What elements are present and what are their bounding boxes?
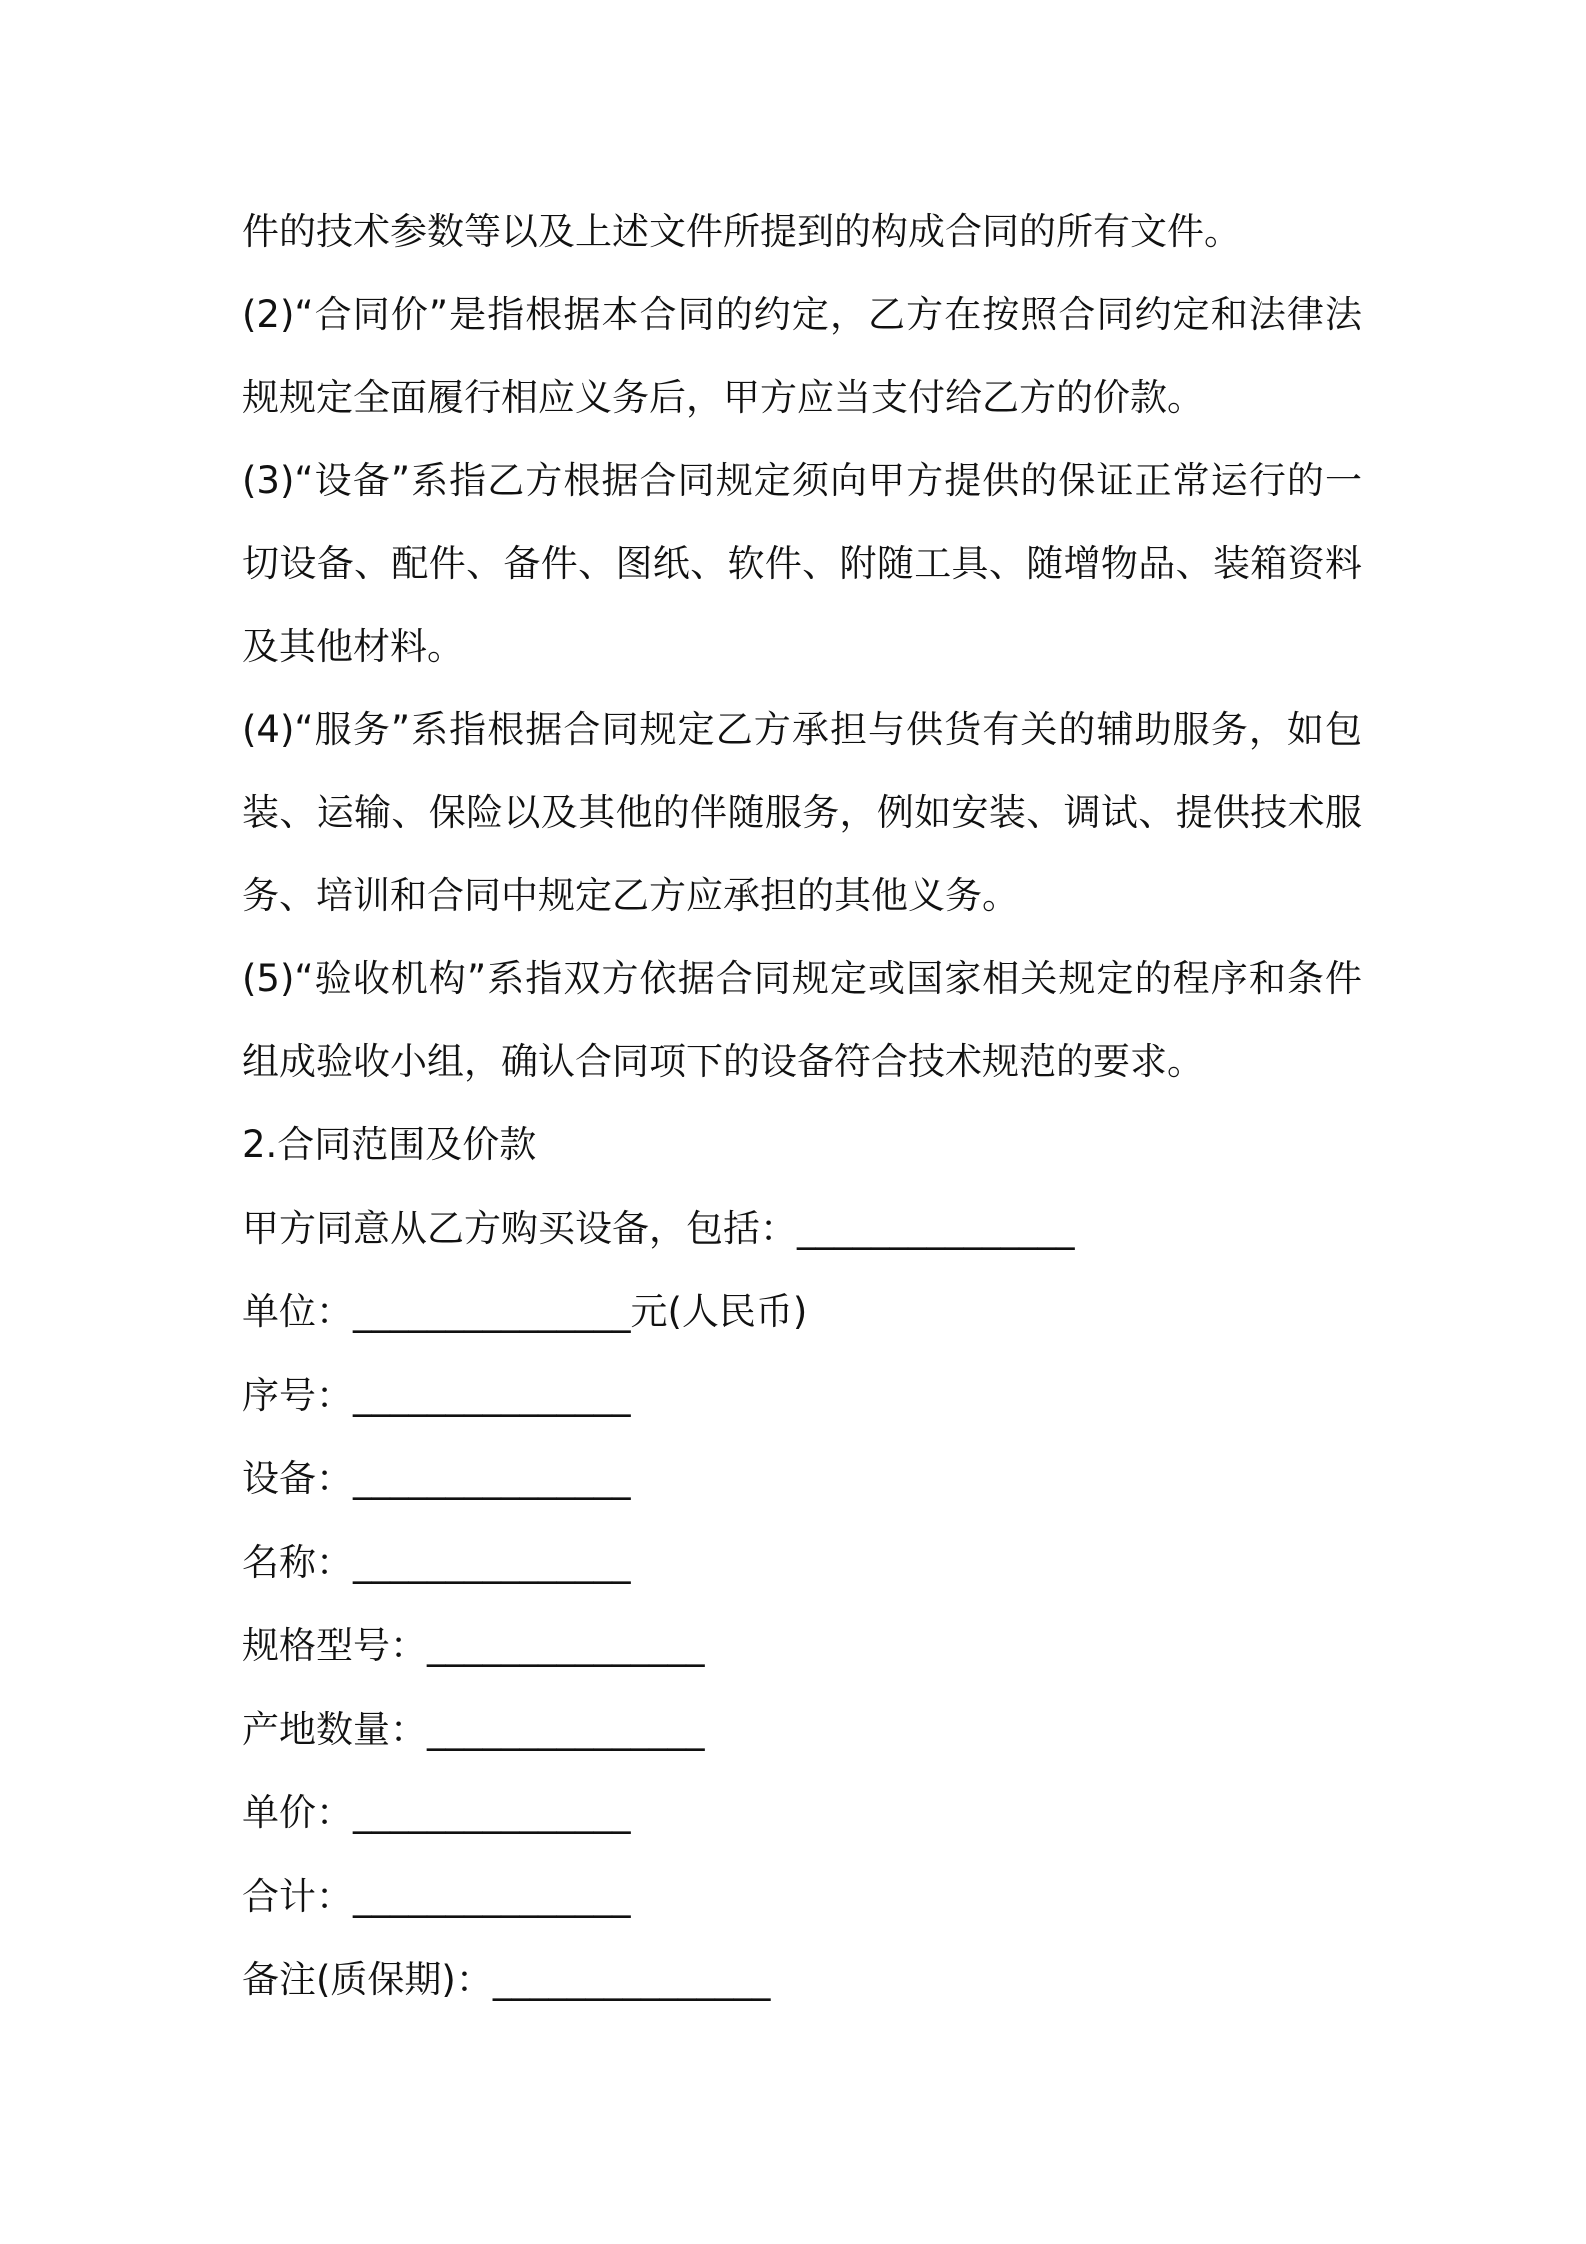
paragraph-equipment: (3)“设备”系指乙方根据合同规定须向甲方提供的保证正常运行的一切设备、配件、备件、图纸、软件、附随工具、随增物品、装箱资料及其他材料。 bbox=[242, 459, 1362, 668]
field-name: 名称：_______________ bbox=[242, 1540, 631, 1584]
section-heading: 2.合同范围及价款 bbox=[242, 1123, 537, 1166]
field-remarks-warranty: 备注(质保期)：_______________ bbox=[242, 1958, 771, 2001]
paragraph-contract-price: (2)“合同价”是指根据本合同的约定，乙方在按照合同约定和法律法规规定全面履行相应义务后，甲方应当支付给乙方的价款。 bbox=[242, 293, 1362, 419]
field-equipment: 设备：_______________ bbox=[242, 1457, 631, 1500]
field-total: 合计：_______________ bbox=[242, 1874, 631, 1918]
paragraph-acceptance-body: (5)“验收机构”系指双方依据合同规定或国家相关规定的程序和条件组成验收小组，确认合同项下的设备符合技术规范的要求。 bbox=[242, 957, 1362, 1083]
document-body bbox=[242, 190, 1362, 2022]
field-unit-price: 单价：_______________ bbox=[242, 1791, 631, 1834]
field-unit: 单位：_______________元(人民币) bbox=[242, 1290, 808, 1333]
field-serial-number: 序号：_______________ bbox=[242, 1373, 631, 1417]
field-origin-quantity: 产地数量：_______________ bbox=[242, 1707, 705, 1751]
paragraph-continuation: 件的技术参数等以及上述文件所提到的构成合同的所有文件。 bbox=[242, 210, 1241, 253]
field-model: 规格型号：_______________ bbox=[242, 1624, 705, 1667]
paragraph-service: (4)“服务”系指根据合同规定乙方承担与供货有关的辅助服务，如包装、运输、保险以及其他的伴随服务，例如安装、调试、提供技术服务、培训和合同中规定乙方应承担的其他义务。 bbox=[242, 708, 1362, 917]
field-purchase-items: 甲方同意从乙方购买设备，包括：_______________ bbox=[242, 1206, 1075, 1250]
